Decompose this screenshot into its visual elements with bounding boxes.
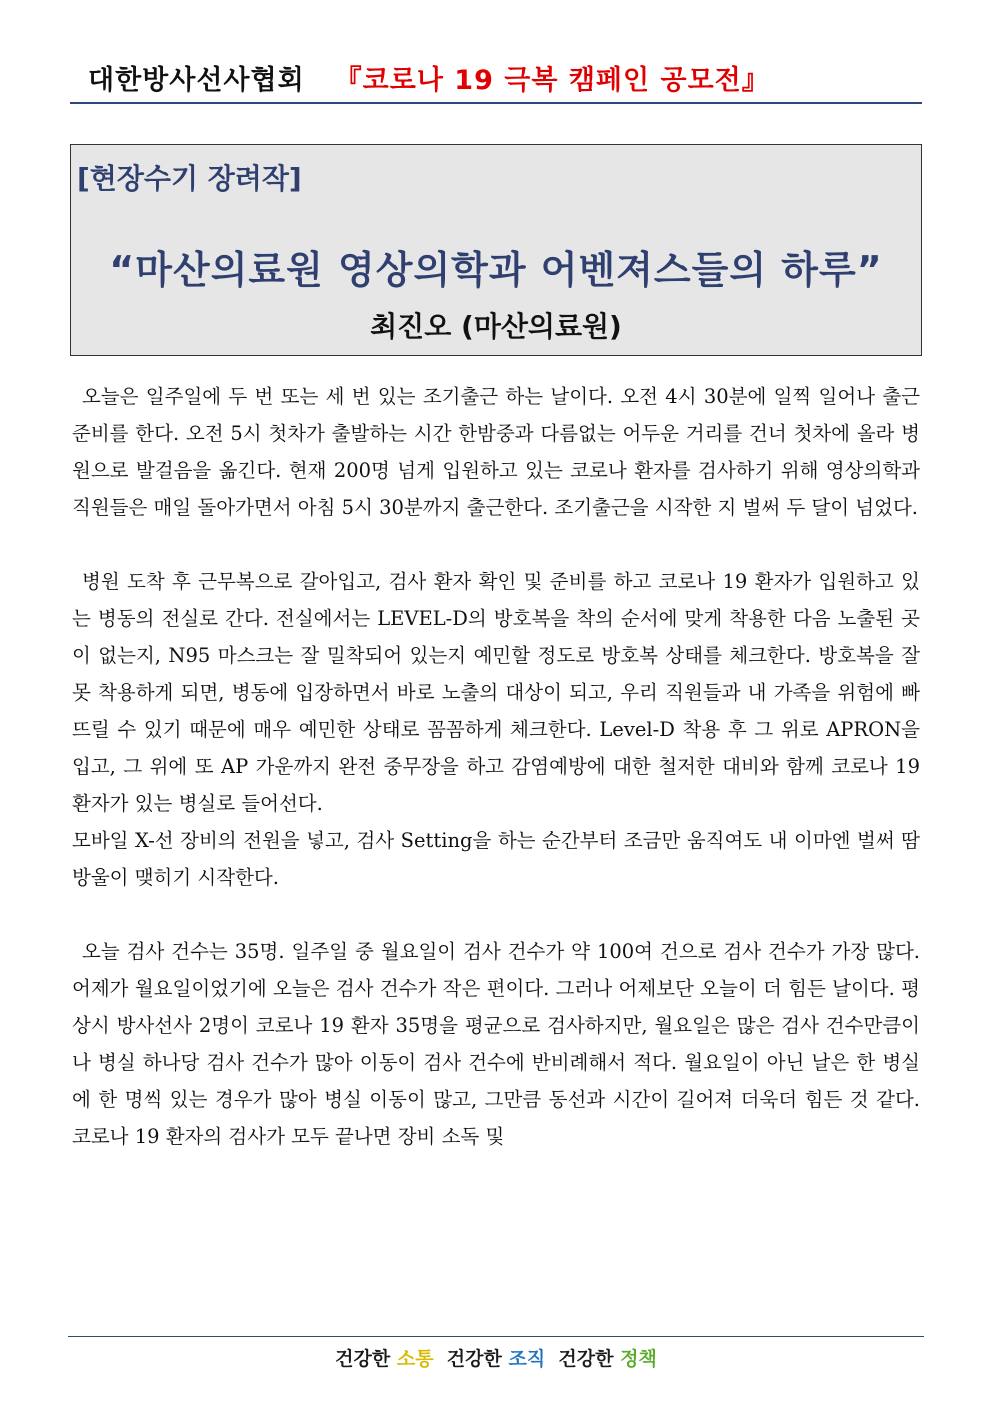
slogan-keyword-organization: 조직 [508,1348,546,1370]
paragraph-spacer [72,526,920,563]
organization-name: 대한방사선사협회 [88,64,305,96]
slogan-keyword-communication: 소통 [396,1348,434,1370]
campaign-title: 『코로나 19 극복 캠페인 공모전』 [334,64,770,96]
paragraph-3: 모바일 X-선 장비의 전원을 넣고, 검사 Setting을 하는 순간부터 조금만 움직여도 내 이마엔 벌써 땀방울이 맺히기 시작한다. [72,829,920,889]
paragraph-2: 병원 도착 후 근무복으로 갈아입고, 검사 환자 확인 및 준비를 하고 코로나 19 환자가 입원하고 있는 병동의 전실로 간다. 전실에서는 LEVEL-D의 방호복을 착의 순서에 맞게 착용한 다음 노출된 곳이 없는지, N95 마스크는 잘 밀착되어 있는지 예민할 정도로 방호복 상태를 체크한다. 방호복을 잘못 착용하게 되면, 병동에 입장하면서 바로 노출의 대상이 되고, 우리 직원들과 내 가족을 위험에 빠뜨릴 수 있기 때문에 매우 예민한 상태로 꼼꼼하게 체크한다. Level-D 착용 후 그 위로 APRON을 입고, 그 위에 또 AP 가운까지 완전 중무장을 하고 감염예방에 대한 철저한 대비와 함께 코로나 19 환자가 있는 병실로 들어선다. [72,570,920,815]
author-line: 최진오 (마산의료원) [370,310,622,343]
slogan-keyword-policy: 정책 [620,1348,657,1370]
paragraph-spacer [72,896,920,933]
award-category: [현장수기 장려작] [77,162,302,195]
paragraph-1: 오늘은 일주일에 두 번 또는 세 번 있는 조기출근 하는 날이다. 오전 4시 30분에 일찍 일어나 출근 준비를 한다. 오전 5시 첫차가 출발하는 시간 한밤중과 다름없는 어두운 거리를 건너 첫차에 올라 병원으로 발걸음을 옮긴다. 현재 200명 넘게 입원하고 있는 코로나 환자를 검사하기 위해 영상의학과 직원들은 매일 돌아가면서 아침 5시 30분까지 출근한다. 조기출근을 시작한 지 벌써 두 달이 넘었다. [72,385,920,519]
title-box [70,144,922,356]
paragraph-4: 오늘 검사 건수는 35명. 일주일 중 월요일이 검사 건수가 약 100여 건으로 검사 건수가 가장 많다. 어제가 월요일이었기에 오늘은 검사 건수가 작은 편이다. 그러나 어제보단 오늘이 더 힘든 날이다. 평상시 방사선사 2명이 코로나 19 환자 35명을 평균으로 검사하지만, 월요일은 많은 검사 건수만큼이나 병실 하나당 검사 건수가 많아 이동이 검사 건수에 반비례해서 적다. 월요일이 아닌 날은 한 병실에 한 명씩 있는 경우가 많아 병실 이동이 많고, 그만큼 동선과 시간이 길어져 더욱더 힘든 것 같다. 코로나 19 환자의 검사가 모두 끝나면 장비 소독 및 [72,940,920,1148]
footer-divider [68,1336,924,1337]
slogan-word: 건강한 [433,1348,509,1370]
slogan-word: 건강한 [335,1348,397,1370]
essay-body [72,378,920,1155]
footer-slogan [0,1344,992,1371]
page-header [70,52,922,104]
slogan-word: 건강한 [545,1348,621,1370]
essay-title: “마산의료원 영상의학과 어벤져스들의 하루” [109,248,883,292]
